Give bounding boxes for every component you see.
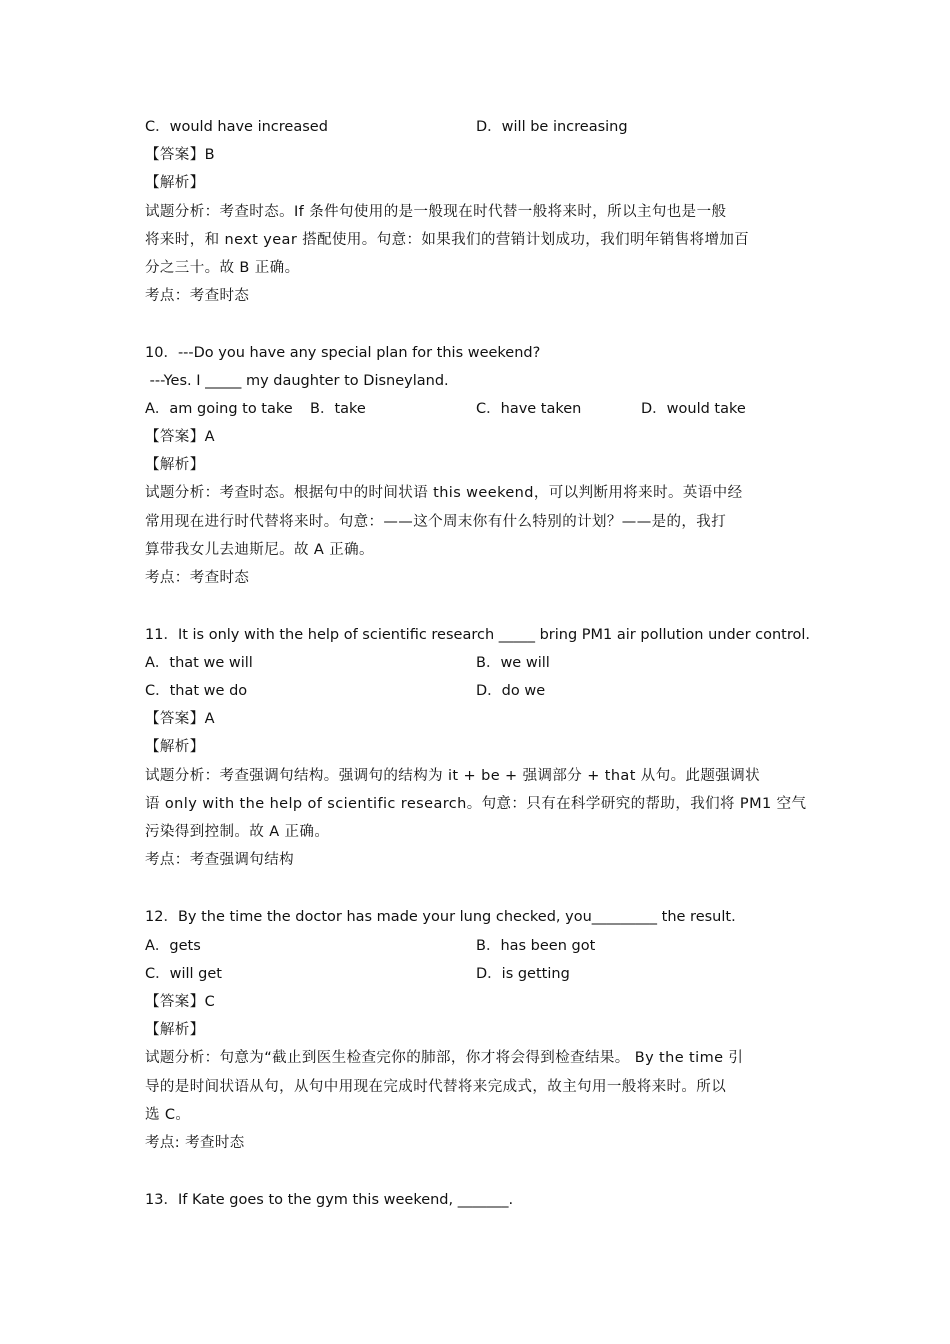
- q12-option-d: D．is getting: [476, 966, 570, 982]
- q10-analysis-line-1: 试题分析：考查时态。根据句中的时间状语 this weekend，可以判断用将来时。英语中经: [145, 485, 743, 501]
- q10-question: 10．---Do you have any special plan for this weekend?: [145, 345, 541, 361]
- q12-option-c: C．will get: [145, 966, 222, 982]
- q10-option-d: D．would take: [641, 401, 746, 417]
- q13-question: 13．If Kate goes to the gym this weekend, _______.: [145, 1192, 514, 1208]
- q12-option-b: B．has been got: [476, 938, 596, 954]
- q10-analysis-label: 【解析】: [145, 457, 205, 473]
- q10-answer: 【答案】A: [145, 429, 215, 445]
- q10-analysis-line-2: 常用现在进行时代替将来时。句意：——这个周末你有什么特别的计划？——是的，我打: [145, 514, 727, 530]
- q11-analysis-line-1: 试题分析：考查强调句结构。强调句的结构为 it + be + 强调部分 + that 从句。此题强调状: [145, 768, 761, 784]
- q11-option-d: D．do we: [476, 683, 546, 699]
- q11-analysis-line-3: 污染得到控制。故 A 正确。: [145, 824, 330, 840]
- q9-option-c: C．would have increased: [145, 119, 328, 135]
- q11-option-c: C．that we do: [145, 683, 248, 699]
- q9-analysis-label: 【解析】: [145, 175, 205, 191]
- q9-analysis-line-2: 将来时，和 next year 搭配使用。句意：如果我们的营销计划成功，我们明年销售将增加百: [145, 232, 750, 248]
- q12-option-a: A．gets: [145, 938, 201, 954]
- q10-analysis-line-3: 算带我女儿去迪斯尼。故 A 正确。: [145, 542, 374, 558]
- q12-analysis-label: 【解析】: [145, 1022, 205, 1038]
- q9-option-d: D．will be increasing: [476, 119, 628, 135]
- q11-analysis-label: 【解析】: [145, 739, 205, 755]
- q9-answer: 【答案】B: [145, 147, 215, 163]
- q11-analysis-line-2: 语 only with the help of scientific research。句意：只有在科学研究的帮助，我们将 PM1 空气: [145, 796, 807, 812]
- q10-option-b: B．take: [310, 401, 366, 417]
- q9-analysis-line-1: 试题分析：考查时态。If 条件句使用的是一般现在时代替一般将来时，所以主句也是一般: [145, 204, 727, 220]
- q12-point: 考点: 考查时态: [145, 1135, 245, 1151]
- q10-option-a: A．am going to take: [145, 401, 293, 417]
- q9-point: 考点：考查时态: [145, 288, 250, 304]
- q10-question-reply: ---Yes. I _____ my daughter to Disneyland.: [145, 373, 449, 389]
- q10-point: 考点：考查时态: [145, 570, 250, 586]
- q11-point: 考点：考查强调句结构: [145, 852, 294, 868]
- q9-analysis-line-3: 分之三十。故 B 正确。: [145, 260, 300, 276]
- q10-option-c: C．have taken: [476, 401, 582, 417]
- q12-analysis-line-2: 导的是时间状语从句，从句中用现在完成时代替将来完成式，故主句用一般将来时。所以: [145, 1079, 727, 1095]
- q12-answer: 【答案】C: [145, 994, 216, 1010]
- q12-question: 12．By the time the doctor has made your lung checked, you_________ the result.: [145, 909, 736, 925]
- q12-analysis-line-1: 试题分析：句意为“截止到医生检查完你的肺部，你才将会得到检查结果。 By the time 引: [145, 1050, 744, 1066]
- q11-answer: 【答案】A: [145, 711, 215, 727]
- q11-question: 11．It is only with the help of scientific research _____ bring PM1 air pollution under control.: [145, 627, 811, 643]
- q12-analysis-line-3: 选 C。: [145, 1107, 191, 1123]
- q11-option-a: A．that we will: [145, 655, 253, 671]
- q11-option-b: B．we will: [476, 655, 550, 671]
